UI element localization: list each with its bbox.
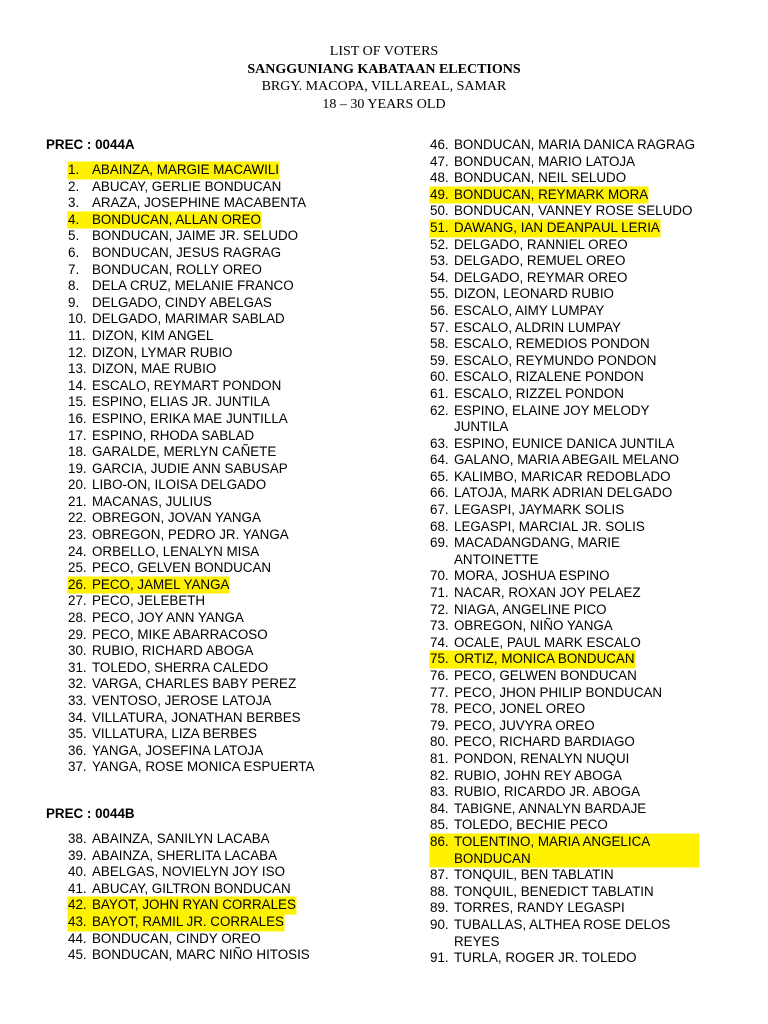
voter-number: 86. [430, 834, 454, 867]
voter-number: 16. [68, 410, 87, 426]
voter-name: PECO, MIKE ABARRACOSO [92, 626, 268, 642]
voter-name: OBREGON, NIÑO YANGA [454, 618, 613, 634]
voter-number: 81. [430, 750, 449, 766]
voter-entry [430, 801, 760, 818]
voter-number: 57. [430, 319, 449, 335]
voter-number: 69. [430, 535, 449, 551]
voter-entry [430, 784, 760, 801]
voter-name: BAYOT, RAMIL JR. CORRALES [92, 913, 284, 929]
voter-number: 42. [68, 897, 92, 914]
voter-number: 67. [430, 502, 449, 518]
voter-name: MACANAS, JULIUS [92, 493, 212, 509]
voter-number: 49. [430, 187, 454, 204]
voter-number: 20. [68, 477, 87, 493]
voter-name: TONQUIL, BEN TABLATIN [454, 867, 614, 883]
voter-entry [68, 527, 381, 544]
voter-entry [430, 237, 760, 254]
voter-name: TURLA, ROGER JR. TOLEDO [454, 950, 637, 966]
voter-number: 8. [68, 278, 80, 294]
voter-number: 87. [430, 867, 449, 883]
voter-entry [68, 245, 381, 262]
voter-name: DAWANG, IAN DEANPAUL LERIA [454, 219, 660, 235]
voter-name: ESPINO, ELAINE JOY MELODY JUNTILA [454, 402, 650, 435]
voter-name: RUBIO, RICHARD ABOGA [92, 643, 254, 659]
voter-entry [68, 544, 381, 561]
voter-entry [68, 947, 381, 964]
voter-name: BONDUCAN, MARIA DANICA RAGRAG [454, 137, 696, 152]
voter-entry [430, 270, 760, 287]
voter-entry [430, 187, 760, 204]
voter-name: LATOJA, MARK ADRIAN DELGADO [454, 485, 673, 501]
voter-name: ESPINO, EUNICE DANICA JUNTILA [454, 435, 675, 451]
voter-list-0044b-continued [430, 137, 760, 967]
voter-number: 3. [68, 195, 80, 211]
voter-entry [430, 950, 760, 967]
voter-name: BONDUCAN, VANNEY ROSE SELUDO [454, 203, 693, 219]
voter-number: 62. [430, 402, 449, 418]
voter-name: ORTIZ, MONICA BONDUCAN [454, 651, 635, 667]
voter-entry [68, 897, 381, 914]
voter-name: BONDUCAN, ROLLY OREO [92, 261, 262, 277]
voter-name: DELGADO, CINDY ABELGAS [92, 294, 272, 310]
voter-name: ESCALO, REYMUNDO PONDON [454, 352, 657, 368]
voter-entry [68, 361, 381, 378]
voter-number: 9. [68, 294, 80, 310]
right-column [430, 137, 760, 967]
header-election: SANGGUNIANG KABATAAN ELECTIONS [247, 61, 521, 77]
voter-name: BONDUCAN, MARIO LATOJA [454, 153, 636, 169]
voter-name: ESCALO, RIZALENE PONDON [454, 369, 644, 385]
voter-entry [430, 734, 760, 751]
voter-name: MORA, JOSHUA ESPINO [454, 568, 610, 584]
voter-entry [430, 900, 760, 917]
voter-entry [430, 817, 760, 834]
voter-entry [430, 701, 760, 718]
voter-name: MACADANGDANG, MARIE ANTOINETTE [454, 535, 620, 567]
voter-entry [430, 768, 760, 785]
voter-entry [430, 917, 760, 950]
voter-name: DIZON, LYMAR RUBIO [92, 344, 233, 360]
voter-number: 82. [430, 767, 449, 783]
voter-number: 78. [430, 701, 449, 717]
voter-name: ABUCAY, GILTRON BONDUCAN [92, 880, 291, 896]
voter-list-0044a [46, 162, 381, 776]
voter-name: VILLATURA, LIZA BERBES [92, 726, 257, 742]
voter-entry [430, 253, 760, 270]
voter-entry [68, 345, 381, 362]
voter-entry [68, 411, 381, 428]
voter-entry [430, 154, 760, 171]
voter-name: ESPINO, ELIAS JR. JUNTILA [92, 394, 270, 410]
voter-name: ABAINZA, SHERLITA LACABA [92, 847, 278, 863]
voter-entry [68, 577, 381, 594]
voter-name: ESCALO, REMEDIOS PONDON [454, 336, 650, 352]
voter-entry [68, 494, 381, 511]
document-header [0, 43, 768, 113]
voter-entry [430, 353, 760, 370]
voter-number: 14. [68, 377, 87, 393]
voter-name: PECO, RICHARD BARDIAGO [454, 734, 635, 750]
voter-number: 60. [430, 369, 449, 385]
voter-entry [68, 831, 381, 848]
header-title: LIST OF VOTERS [329, 44, 439, 59]
voter-number: 84. [430, 800, 449, 816]
voter-entry [430, 436, 760, 453]
voter-name: BONDUCAN, JAIME JR. SELUDO [92, 228, 299, 244]
voter-number: 1. [68, 162, 92, 179]
voter-entry [68, 759, 381, 776]
voter-name: DIZON, LEONARD RUBIO [454, 286, 614, 302]
voter-entry [68, 394, 381, 411]
voter-entry [68, 660, 381, 677]
voter-number: 47. [430, 153, 449, 169]
voter-number: 13. [68, 361, 87, 377]
voter-number: 70. [430, 568, 449, 584]
voter-name: ARAZA, JOSEPHINE MACABENTA [92, 195, 307, 211]
voter-entry [68, 278, 381, 295]
voter-entry [430, 668, 760, 685]
voter-number: 17. [68, 427, 87, 443]
voter-entry [430, 286, 760, 303]
voter-name: BAYOT, JOHN RYAN CORRALES [92, 897, 296, 913]
voter-entry [68, 212, 381, 229]
voter-number: 85. [430, 817, 449, 833]
voter-name: DELGADO, MARIMAR SABLAD [92, 311, 285, 327]
left-column [46, 137, 381, 964]
voter-name: LEGASPI, JAYMARK SOLIS [454, 502, 625, 518]
voter-name: DIZON, MAE RUBIO [92, 361, 217, 377]
voter-number: 6. [68, 244, 80, 260]
voter-number: 38. [68, 830, 87, 846]
voter-number: 89. [430, 900, 449, 916]
voter-number: 34. [68, 709, 87, 725]
voter-name: BONDUCAN, CINDY OREO [92, 930, 261, 946]
voter-number: 68. [430, 518, 449, 534]
precinct-label-0044a: PREC : 0044A [46, 137, 135, 152]
voter-name: NIAGA, ANGELINE PICO [454, 601, 607, 617]
voter-name: ESCALO, RIZZEL PONDON [454, 385, 624, 401]
voter-entry [430, 585, 760, 602]
voter-entry [68, 726, 381, 743]
voter-number: 7. [68, 261, 80, 277]
voter-name: NACAR, ROXAN JOY PELAEZ [454, 585, 641, 601]
voter-entry [68, 162, 381, 179]
voter-entry [68, 311, 381, 328]
voter-entry [430, 602, 760, 619]
voter-number: 18. [68, 444, 87, 460]
voter-entry [68, 378, 381, 395]
voter-number: 41. [68, 880, 87, 896]
voter-entry [430, 867, 760, 884]
voter-number: 23. [68, 527, 87, 543]
voter-number: 63. [430, 435, 449, 451]
voter-number: 79. [430, 717, 449, 733]
voter-entry [68, 461, 381, 478]
voter-name: PECO, JUVYRA OREO [454, 717, 595, 733]
voter-entry [430, 203, 760, 220]
voter-entry [430, 386, 760, 403]
voter-number: 19. [68, 460, 87, 476]
voter-number: 2. [68, 178, 80, 194]
voter-entry [430, 502, 760, 519]
voter-number: 65. [430, 468, 449, 484]
voter-number: 25. [68, 560, 87, 576]
voter-name: DIZON, KIM ANGEL [92, 327, 214, 343]
voter-entry [430, 718, 760, 735]
voter-name: GARALDE, MERLYN CAÑETE [92, 444, 277, 460]
voter-entry [68, 444, 381, 461]
voter-entry [68, 593, 381, 610]
voter-name: YANGA, ROSE MONICA ESPUERTA [92, 759, 315, 775]
voter-list-0044b [46, 831, 381, 964]
header-barangay: BRGY. MACOPA, VILLAREAL, SAMAR [261, 79, 507, 94]
voter-entry [68, 743, 381, 760]
voter-number: 11. [68, 327, 86, 343]
voter-name: LIBO-ON, ILOISA DELGADO [92, 477, 267, 493]
voter-number: 5. [68, 228, 80, 244]
voter-number: 44. [68, 930, 87, 946]
voter-name: OBREGON, PEDRO JR. YANGA [92, 527, 289, 543]
voter-number: 35. [68, 726, 87, 742]
voter-name: VARGA, CHARLES BABY PEREZ [92, 676, 297, 692]
voter-entry [68, 931, 381, 948]
precinct-label-0044b: PREC : 0044B [46, 805, 135, 821]
voter-number: 72. [430, 601, 449, 617]
voter-number: 24. [68, 543, 87, 559]
voter-name: VENTOSO, JEROSE LATOJA [92, 693, 272, 708]
voter-entry [430, 884, 760, 901]
voter-name: PONDON, RENALYN NUQUI [454, 750, 630, 766]
voter-name: RUBIO, JOHN REY ABOGA [454, 767, 622, 783]
voter-name: ESCALO, AIMY LUMPAY [454, 302, 605, 318]
voter-number: 52. [430, 236, 449, 252]
voter-number: 32. [68, 676, 87, 692]
voter-entry [68, 643, 381, 660]
voter-number: 55. [430, 286, 449, 302]
voter-entry [68, 693, 381, 710]
voter-entry [68, 428, 381, 445]
voter-number: 12. [68, 344, 87, 360]
voter-entry [430, 618, 760, 635]
voter-entry [430, 452, 760, 469]
voter-name: YANGA, JOSEFINA LATOJA [92, 742, 264, 758]
voter-name: RUBIO, RICARDO JR. ABOGA [454, 784, 641, 800]
voter-entry [68, 864, 381, 881]
voter-number: 83. [430, 784, 449, 800]
voter-name: DELGADO, RANNIEL OREO [454, 236, 628, 252]
voter-name: KALIMBO, MARICAR REDOBLADO [454, 468, 671, 484]
voter-number: 39. [68, 847, 87, 863]
voter-number: 64. [430, 452, 449, 468]
voter-number: 40. [68, 864, 87, 880]
voter-entry [430, 303, 760, 320]
voter-name: GARCIA, JUDIE ANN SABUSAP [92, 460, 288, 476]
voter-entry [430, 403, 760, 436]
voter-entry [68, 610, 381, 627]
voter-name: PECO, GELVEN BONDUCAN [92, 560, 272, 576]
voter-name: TOLEDO, SHERRA CALEDO [92, 659, 269, 675]
voter-entry [430, 220, 760, 237]
voter-number: 48. [430, 170, 449, 186]
voter-number: 36. [68, 742, 87, 758]
voter-entry [430, 369, 760, 386]
voter-name: ABAINZA, SANILYN LACABA [92, 830, 270, 846]
voter-name: TORRES, RANDY LEGASPI [454, 900, 625, 916]
voter-number: 10. [68, 311, 87, 327]
voter-entry [68, 195, 381, 212]
voter-entry [430, 568, 760, 585]
voter-number: 27. [68, 593, 87, 609]
voter-name: BONDUCAN, ALLAN OREO [92, 211, 261, 227]
voter-name: DELGADO, REMUEL OREO [454, 253, 626, 269]
section-spacer [46, 776, 381, 806]
voter-name: BONDUCAN, JESUS RAGRAG [92, 244, 281, 260]
voter-name: TUBALLAS, ALTHEA ROSE DELOS REYES [454, 916, 671, 949]
voter-name: LEGASPI, MARCIAL JR. SOLIS [454, 518, 645, 534]
voter-name: ABELGAS, NOVIELYN JOY ISO [92, 864, 285, 880]
voter-entry [430, 519, 760, 536]
voter-entry [430, 635, 760, 652]
voter-name: OBREGON, JOVAN YANGA [92, 510, 261, 526]
voter-number: 58. [430, 336, 449, 352]
voter-name: ESCALO, REYMART PONDON [92, 377, 282, 393]
voter-entry [430, 485, 760, 502]
voter-entry [68, 179, 381, 196]
voter-entry [68, 510, 381, 527]
voter-number: 51. [430, 220, 454, 237]
voter-entry [68, 848, 381, 865]
voter-name: PECO, GELWEN BONDUCAN [454, 668, 637, 683]
voter-number: 21. [68, 493, 87, 509]
voter-entry [430, 336, 760, 353]
voter-name: ESPINO, ERIKA MAE JUNTILLA [92, 410, 288, 426]
voter-name: VILLATURA, JONATHAN BERBES [92, 709, 301, 725]
voter-name: DELA CRUZ, MELANIE FRANCO [92, 278, 294, 294]
voter-number: 71. [430, 585, 449, 601]
voter-number: 28. [68, 610, 87, 626]
voter-entry [430, 170, 760, 187]
header-age-range: 18 – 30 YEARS OLD [322, 96, 446, 112]
voter-number: 46. [430, 137, 449, 152]
voter-entry [430, 685, 760, 702]
voter-name: GALANO, MARIA ABEGAIL MELANO [454, 452, 679, 468]
voter-entry [68, 710, 381, 727]
voter-number: 73. [430, 618, 449, 634]
voter-number: 88. [430, 883, 449, 899]
voter-number: 74. [430, 634, 449, 650]
voter-number: 29. [68, 626, 87, 642]
voter-number: 77. [430, 684, 449, 700]
voter-name: TOLENTINO, MARIA ANGELICA BONDUCAN [454, 834, 699, 867]
voter-name: ABUCAY, GERLIE BONDUCAN [92, 178, 282, 194]
voter-name: PECO, JELEBETH [92, 593, 206, 609]
voter-number: 91. [430, 950, 449, 966]
voter-number: 76. [430, 668, 449, 683]
voter-number: 50. [430, 203, 449, 219]
voter-name: PECO, JOY ANN YANGA [92, 610, 244, 626]
voter-entry [68, 560, 381, 577]
voter-number: 31. [68, 659, 87, 675]
voter-name: ESCALO, ALDRIN LUMPAY [454, 319, 621, 335]
voter-name: TOLEDO, BECHIE PECO [454, 817, 608, 833]
voter-number: 53. [430, 253, 449, 269]
voter-entry [430, 751, 760, 768]
voter-name: ESPINO, RHODA SABLAD [92, 427, 255, 443]
voter-name: BONDUCAN, MARC NIÑO HITOSIS [92, 947, 310, 963]
voter-number: 30. [68, 643, 87, 659]
voter-number: 45. [68, 947, 87, 963]
voter-entry [68, 477, 381, 494]
voter-number: 33. [68, 693, 87, 708]
voter-number: 56. [430, 302, 449, 318]
voter-entry [430, 137, 760, 154]
voter-name: PECO, JHON PHILIP BONDUCAN [454, 684, 663, 700]
voter-entry [68, 914, 381, 931]
voter-name: ORBELLO, LENALYN MISA [92, 543, 260, 559]
voter-name: BONDUCAN, REYMARK MORA [454, 186, 649, 202]
voter-name: TONQUIL, BENEDICT TABLATIN [454, 883, 654, 899]
voter-entry [68, 676, 381, 693]
voter-number: 80. [430, 734, 449, 750]
voter-number: 22. [68, 510, 87, 526]
voter-entry [68, 328, 381, 345]
voter-number: 43. [68, 914, 92, 931]
voter-entry [68, 627, 381, 644]
voter-number: 90. [430, 916, 449, 932]
voter-number: 15. [68, 394, 87, 410]
voter-name: BONDUCAN, NEIL SELUDO [454, 170, 627, 186]
voter-entry [68, 228, 381, 245]
voter-entry [430, 834, 760, 867]
voter-number: 66. [430, 485, 449, 501]
voter-entry [68, 881, 381, 898]
voter-name: DELGADO, REYMAR OREO [454, 269, 628, 285]
voter-name: PECO, JONEL OREO [454, 701, 586, 717]
voter-name: PECO, JAMEL YANGA [92, 576, 230, 592]
voter-entry [68, 295, 381, 312]
voter-name: TABIGNE, ANNALYN BARDAJE [454, 800, 647, 816]
voter-name: ABAINZA, MARGIE MACAWILI [92, 162, 279, 177]
voter-number: 4. [68, 212, 92, 229]
voter-number: 59. [430, 352, 449, 368]
voter-number: 37. [68, 759, 87, 775]
voter-entry [430, 320, 760, 337]
voter-entry [430, 535, 760, 568]
voter-number: 61. [430, 385, 449, 401]
voter-entry [430, 651, 760, 668]
voter-name: OCALE, PAUL MARK ESCALO [454, 634, 641, 650]
voter-entry [68, 262, 381, 279]
voter-number: 26. [68, 577, 92, 594]
voter-number: 54. [430, 269, 449, 285]
voter-number: 75. [430, 651, 454, 668]
voter-entry [430, 469, 760, 486]
